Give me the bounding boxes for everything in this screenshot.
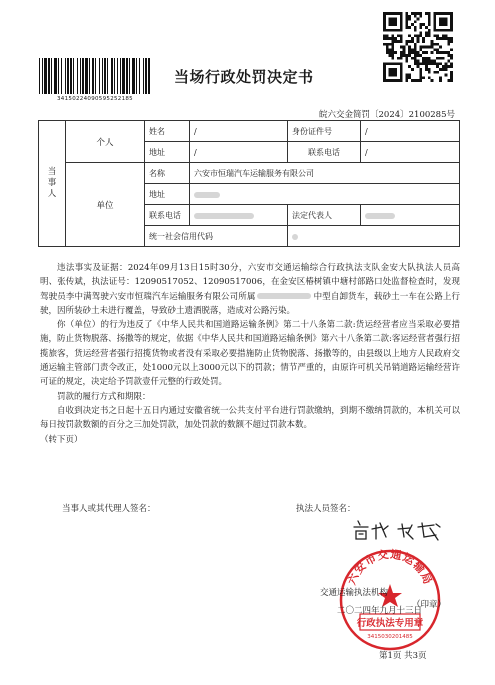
unit-phone-value (190, 205, 288, 226)
issuing-agency: 交通运输执法机构 (320, 588, 389, 598)
id-label: 身份证件号 (288, 121, 361, 142)
fine-method-paragraph: 自收到决定书之日起十五日内通过安徽省统一公共支付平台进行罚款缴纳，到期不缴纳罚款的，本机关可以每日按罚款数额的百分之三加处罚款，加处罚款的数额不超过罚款本数。 (40, 405, 460, 431)
individual-category: 个人 (66, 121, 145, 163)
continued-note: （转下页） (40, 434, 83, 445)
phone-label: 联系电话 (288, 142, 361, 163)
unit-name-value: 六安市恒瑞汽车运输服务有限公司 (190, 163, 460, 184)
party-signature-label: 当事人或其代理人签名： (62, 504, 156, 514)
party-label: 当 事 人 (39, 121, 66, 247)
unit-category: 单位 (66, 163, 145, 247)
svg-text:3415030201485: 3415030201485 (367, 634, 413, 640)
document-number: 皖六交金简罚〔2024〕2100285号 (319, 110, 455, 120)
address-label: 地址 (145, 142, 190, 163)
violation-paragraph: 你（单位）的行为违反了《中华人民共和国道路运输条例》第二十八条第二款:货运经营者应当采取必要措施，防止货物脱落、扬撒等的规定，依据《中华人民共和国道路运输条例》第六十八条第二款:客运经营者强行招揽旅客，货运经营者强行招揽货物或者没有采取必要措施防止货物脱落、扬撒等的，由县级以上地方人民政府交通运输主管部门责令改正，处1000元以上3000元以下的罚款；情节严重的，由原许可机关吊销道路运输经营许可证的规定，决定给予罚款壹仟元整的行政处罚。 (40, 320, 460, 388)
officer-signature-label: 执法人员签名： (296, 504, 356, 514)
credit-code-value (288, 226, 460, 247)
name-value: / (190, 121, 288, 142)
svg-text:行政执法专用章: 行政执法专用章 (356, 618, 424, 629)
unit-address-label: 地址 (145, 184, 190, 205)
svg-text:六安市交通运输局: 六安市交通运输局 (345, 548, 435, 587)
id-value: / (361, 121, 460, 142)
handwritten-signature (350, 515, 445, 545)
document-title: 当场行政处罚决定书 (174, 68, 314, 86)
barcode (39, 58, 151, 94)
unit-address-value (190, 184, 460, 205)
phone-value: / (361, 142, 460, 163)
seal-note: （印章） (412, 600, 447, 610)
unit-phone-label: 联系电话 (145, 205, 190, 226)
address-value: / (190, 142, 288, 163)
credit-code-label: 统一社会信用代码 (145, 226, 288, 247)
barcode-number: 34150224090595252185 (57, 96, 133, 102)
party-info-table (38, 120, 460, 247)
name-label: 姓名 (145, 121, 190, 142)
issue-date: 二〇二四年九月十三日 (337, 606, 423, 616)
legal-rep-value (361, 205, 460, 226)
fine-method-title: 罚款的履行方式和期限： (57, 391, 151, 402)
facts-paragraph: 违法事实及证据：2024年09月13日15时30分，六安市交通运输综合行政执法支队金安大队执法人员高明、张传斌，执法证号：12090517052、12090517006，在金安区椿树镇中塘村部路口处监督检查时，发现驾驶员李中满驾驶六安市恒瑞汽车运输服务有限公司所属 中型自卸货车，载砂土一车在公路上行驶，因所装砂土未进行覆盖，导致砂土遗洒脱落，造成对公路污染。 (40, 263, 460, 316)
qr-code (383, 12, 453, 82)
legal-rep-label: 法定代表人 (288, 205, 361, 226)
page-number: 第1页 共3页 (379, 651, 427, 661)
unit-name-label: 名称 (145, 163, 190, 184)
decision-body (40, 261, 460, 447)
